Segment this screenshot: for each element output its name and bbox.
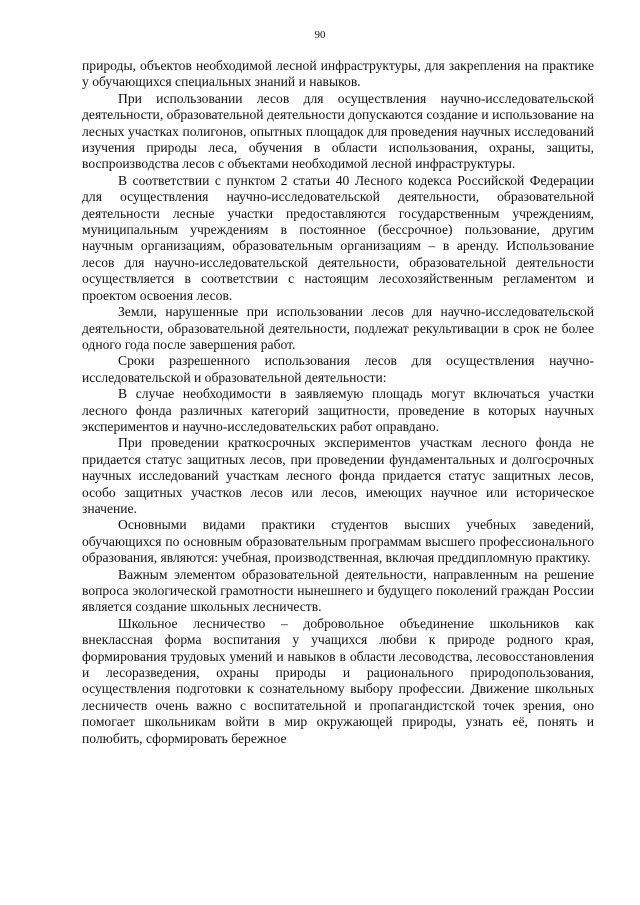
paragraph-forest-code: В соответствии с пунктом 2 статьи 40 Лесного кодекса Российской Федерации для осуществления научно-исследовательской деятельности, образовательной деятельности лесные участки предоставляются государственным учреждениям, муниципальным учреждениям в постоянное (бессрочное) пользование, другим научным организациям, образовательным организациям – в аренду. Использование лесов для научно-исследовательской деятельности, образовательной деятельности осуществляется в соответствии с настоящим лесохозяйственным регламентом и проектом освоения лесов.	[82, 172, 594, 303]
paragraph-protection-categories: В случае необходимости в заявляемую площадь могут включаться участки лесного фонда различных категорий защитности, проведение в которых научных экспериментов и научно-исследовательских работ оправдано.	[82, 386, 594, 434]
paragraph-research-use: При использовании лесов для осуществления научно-исследовательской деятельности, образовательной деятельности допускаются создание и использование на лесных участках полигонов, опытных площадок для проведения научных исследований изучения природы леса, обучения в области использования, охраны, защиты, воспроизводства лесов с объектами необходимой лесной инфраструктуры.	[82, 90, 594, 172]
document-body	[82, 58, 594, 747]
paragraph-school-forestry-importance: Важным элементом образовательной деятельности, направленным на решение вопроса экологической грамотности нынешнего и будущего поколений граждан России является создание школьных лесничеств.	[82, 566, 594, 615]
paragraph-experiments: При проведении краткосрочных экспериментов участкам лесного фонда не придается статус защитных лесов, при проведении фундаментальных и долгосрочных научных исследований участкам лесного фонда придается статус защитных лесов, особо защитных участков лесов или лесов, имеющих научное или историческое значение.	[82, 435, 594, 516]
paragraph-usage-terms: Сроки разрешенного использования лесов для осуществления научно-исследовательской и образовательной деятельности:	[82, 353, 594, 385]
page-number: 90	[314, 29, 326, 41]
paragraph-school-forestry-definition: Школьное лесничество – добровольное объединение школьников как внеклассная форма воспитания у учащихся любви к природе родного края, формирования трудовых умений и навыков в области лесоводства, лесовосстановления и лесоразведения, охраны природы и рационального природопользования, осуществления подготовки к сознательному выбору профессии. Движение школьных лесничеств очень важно с воспитательной и пропагандистской точек зрения, оно помогает школьникам войти в мир окружающей природы, узнать её, понять и полюбить, сформировать бережное	[82, 615, 594, 746]
paragraph-student-practice: Основными видами практики студентов высших учебных заведений, обучающихся по основным образовательным программам высшего профессионального образования, являются: учебная, производственная, включая преддипломную практику.	[82, 517, 594, 566]
paragraph-recultivation: Земли, нарушенные при использовании лесов для научно-исследовательской деятельности, образовательной деятельности, подлежат рекультивации в срок не более одного года после завершения работ.	[82, 304, 594, 352]
paragraph-continuation: природы, объектов необходимой лесной инфраструктуры, для закрепления на практике у обучающихся специальных знаний и навыков.	[82, 58, 594, 90]
